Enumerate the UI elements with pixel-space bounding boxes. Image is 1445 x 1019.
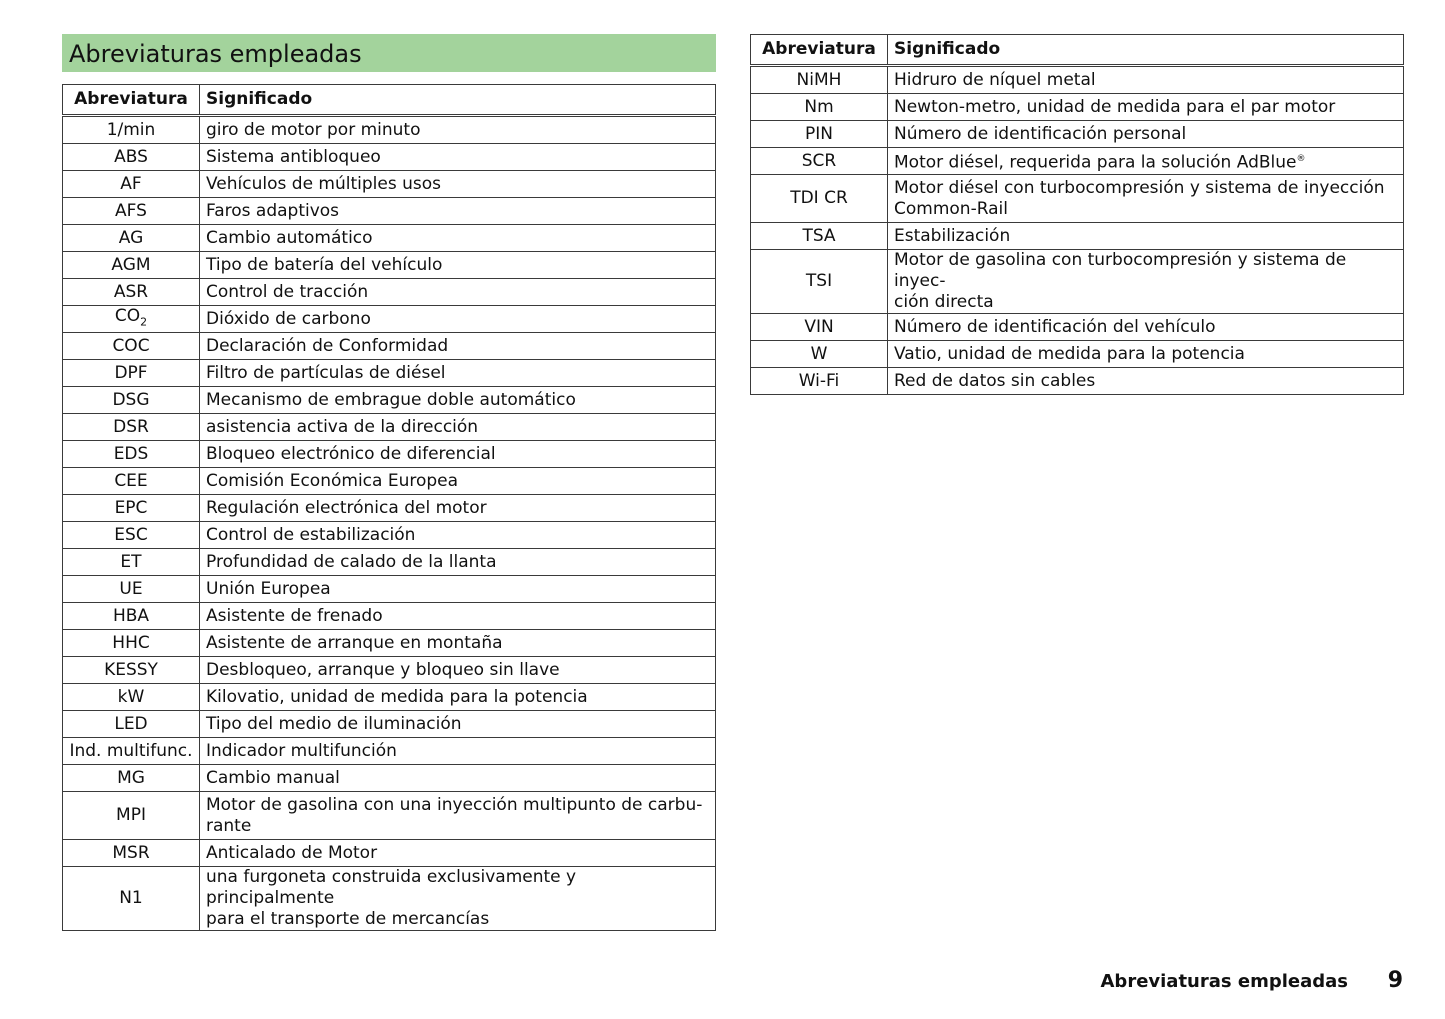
meaning-cell: Control de estabilización bbox=[200, 522, 716, 549]
table-row bbox=[63, 225, 716, 252]
abbreviation-cell: $CO_2$ bbox=[63, 306, 200, 333]
table-row bbox=[751, 250, 1404, 314]
abbreviation-cell: ABS bbox=[63, 144, 200, 171]
abbreviation-cell: TSA bbox=[751, 223, 888, 250]
meaning-cell: Número de identificación del vehículo bbox=[888, 314, 1404, 341]
meaning-cell: Comisión Económica Europea bbox=[200, 468, 716, 495]
table-row bbox=[63, 198, 716, 225]
abbreviation-cell: Wi-Fi bbox=[751, 368, 888, 395]
table-row bbox=[63, 387, 716, 414]
table-row bbox=[751, 368, 1404, 395]
table-row bbox=[63, 360, 716, 387]
meaning-cell: Número de identificación personal bbox=[888, 121, 1404, 148]
page-number: 9 bbox=[1387, 968, 1403, 993]
table-row bbox=[63, 306, 716, 333]
abbreviation-cell: Nm bbox=[751, 94, 888, 121]
table-row bbox=[751, 66, 1404, 94]
table-row bbox=[63, 468, 716, 495]
meaning-cell: asistencia activa de la dirección bbox=[200, 414, 716, 441]
abbreviation-cell: AGM bbox=[63, 252, 200, 279]
abbreviation-cell: SCR bbox=[751, 148, 888, 175]
abbreviation-cell: TSI bbox=[751, 250, 888, 314]
meaning-cell: Unión Europea bbox=[200, 576, 716, 603]
abbreviation-cell: LED bbox=[63, 711, 200, 738]
table-row bbox=[751, 148, 1404, 175]
abbreviations-table-right bbox=[750, 34, 1404, 395]
meaning-cell: Bloqueo electrónico de diferencial bbox=[200, 441, 716, 468]
abbreviation-cell: PIN bbox=[751, 121, 888, 148]
meaning-cell: Newton-metro, unidad de medida para el par motor bbox=[888, 94, 1404, 121]
footer-section-title: Abreviaturas empleadas bbox=[1100, 971, 1348, 992]
table-row bbox=[63, 279, 716, 306]
table-row bbox=[63, 603, 716, 630]
table-row bbox=[751, 175, 1404, 223]
abbreviation-cell: N1 bbox=[63, 867, 200, 931]
abbreviation-cell: UE bbox=[63, 576, 200, 603]
abbreviation-cell: kW bbox=[63, 684, 200, 711]
table-row bbox=[63, 684, 716, 711]
table-row bbox=[63, 711, 716, 738]
table-row bbox=[63, 171, 716, 198]
meaning-cell: giro de motor por minuto bbox=[200, 116, 716, 144]
table-row bbox=[63, 333, 716, 360]
table-row bbox=[751, 121, 1404, 148]
abbreviation-cell: EPC bbox=[63, 495, 200, 522]
table-row bbox=[63, 867, 716, 931]
abbreviation-cell: TDI CR bbox=[751, 175, 888, 223]
table-row bbox=[63, 630, 716, 657]
table-row bbox=[63, 414, 716, 441]
abbreviation-cell: NiMH bbox=[751, 66, 888, 94]
meaning-cell: Motor de gasolina con una inyección multipunto de carbu- rante bbox=[200, 792, 716, 840]
table-row bbox=[751, 314, 1404, 341]
meaning-cell: Desbloqueo, arranque y bloqueo sin llave bbox=[200, 657, 716, 684]
meaning-cell: Vatio, unidad de medida para la potencia bbox=[888, 341, 1404, 368]
abbreviation-cell: VIN bbox=[751, 314, 888, 341]
abbreviation-cell: DSG bbox=[63, 387, 200, 414]
abbreviation-cell: KESSY bbox=[63, 657, 200, 684]
meaning-cell: Estabilización bbox=[888, 223, 1404, 250]
column-header-meaning: Significado bbox=[888, 35, 1404, 66]
table-row bbox=[63, 441, 716, 468]
meaning-cell: Red de datos sin cables bbox=[888, 368, 1404, 395]
table-row bbox=[751, 94, 1404, 121]
abbreviation-cell: Ind. multifunc. bbox=[63, 738, 200, 765]
meaning-cell: Indicador multifunción bbox=[200, 738, 716, 765]
table-row bbox=[63, 252, 716, 279]
meaning-cell: Cambio automático bbox=[200, 225, 716, 252]
table-row bbox=[751, 341, 1404, 368]
meaning-cell: Profundidad de calado de la llanta bbox=[200, 549, 716, 576]
meaning-cell: Vehículos de múltiples usos bbox=[200, 171, 716, 198]
meaning-cell: Kilovatio, unidad de medida para la potencia bbox=[200, 684, 716, 711]
meaning-cell: Motor de gasolina con turbocompresión y sistema de inyec- ción directa bbox=[888, 250, 1404, 314]
meaning-cell: Asistente de arranque en montaña bbox=[200, 630, 716, 657]
meaning-cell: Motor diésel con turbocompresión y sistema de inyección Common-Rail bbox=[888, 175, 1404, 223]
abbreviation-cell: ASR bbox=[63, 279, 200, 306]
abbreviation-cell: DSR bbox=[63, 414, 200, 441]
table-header-row bbox=[751, 35, 1404, 66]
section-title: Abreviaturas empleadas bbox=[62, 34, 716, 72]
table-row bbox=[63, 522, 716, 549]
meaning-cell: una furgoneta construida exclusivamente y principalmente para el transporte de mercancías bbox=[200, 867, 716, 931]
abbreviations-table-left bbox=[62, 84, 716, 931]
abbreviation-cell: W bbox=[751, 341, 888, 368]
meaning-cell: Asistente de frenado bbox=[200, 603, 716, 630]
column-header-abbreviation: Abreviatura bbox=[751, 35, 888, 66]
table-row bbox=[63, 549, 716, 576]
meaning-cell: Sistema antibloqueo bbox=[200, 144, 716, 171]
meaning-cell: Dióxido de carbono bbox=[200, 306, 716, 333]
meaning-cell: Tipo de batería del vehículo bbox=[200, 252, 716, 279]
column-header-meaning: Significado bbox=[200, 85, 716, 116]
column-header-abbreviation: Abreviatura bbox=[63, 85, 200, 116]
abbreviation-cell: ESC bbox=[63, 522, 200, 549]
table-row bbox=[63, 116, 716, 144]
meaning-cell: Control de tracción bbox=[200, 279, 716, 306]
table-row bbox=[63, 738, 716, 765]
abbreviation-cell: HHC bbox=[63, 630, 200, 657]
meaning-cell: Mecanismo de embrague doble automático bbox=[200, 387, 716, 414]
abbreviation-cell: MG bbox=[63, 765, 200, 792]
abbreviation-cell: CEE bbox=[63, 468, 200, 495]
table-row bbox=[63, 576, 716, 603]
meaning-cell: Declaración de Conformidad bbox=[200, 333, 716, 360]
meaning-cell: Regulación electrónica del motor bbox=[200, 495, 716, 522]
meaning-cell: Filtro de partículas de diésel bbox=[200, 360, 716, 387]
meaning-cell: Faros adaptivos bbox=[200, 198, 716, 225]
abbreviation-cell: COC bbox=[63, 333, 200, 360]
table-row bbox=[63, 792, 716, 840]
abbreviation-cell: AG bbox=[63, 225, 200, 252]
table-row bbox=[63, 657, 716, 684]
abbreviation-cell: 1/min bbox=[63, 116, 200, 144]
table-row bbox=[63, 144, 716, 171]
abbreviation-cell: AFS bbox=[63, 198, 200, 225]
table-row bbox=[63, 495, 716, 522]
table-row bbox=[63, 765, 716, 792]
table-header-row bbox=[63, 85, 716, 116]
meaning-cell: Hidruro de níquel metal bbox=[888, 66, 1404, 94]
abbreviation-cell: EDS bbox=[63, 441, 200, 468]
abbreviation-cell: HBA bbox=[63, 603, 200, 630]
meaning-cell: Motor diésel, requerida para la solución AdBlue® bbox=[888, 148, 1404, 175]
abbreviation-cell: DPF bbox=[63, 360, 200, 387]
abbreviation-cell: MPI bbox=[63, 792, 200, 840]
abbreviation-cell: AF bbox=[63, 171, 200, 198]
table-row bbox=[751, 223, 1404, 250]
meaning-cell: Cambio manual bbox=[200, 765, 716, 792]
meaning-cell: Tipo del medio de iluminación bbox=[200, 711, 716, 738]
abbreviation-cell: MSR bbox=[63, 840, 200, 867]
abbreviation-cell: ET bbox=[63, 549, 200, 576]
table-row bbox=[63, 840, 716, 867]
meaning-cell: Anticalado de Motor bbox=[200, 840, 716, 867]
